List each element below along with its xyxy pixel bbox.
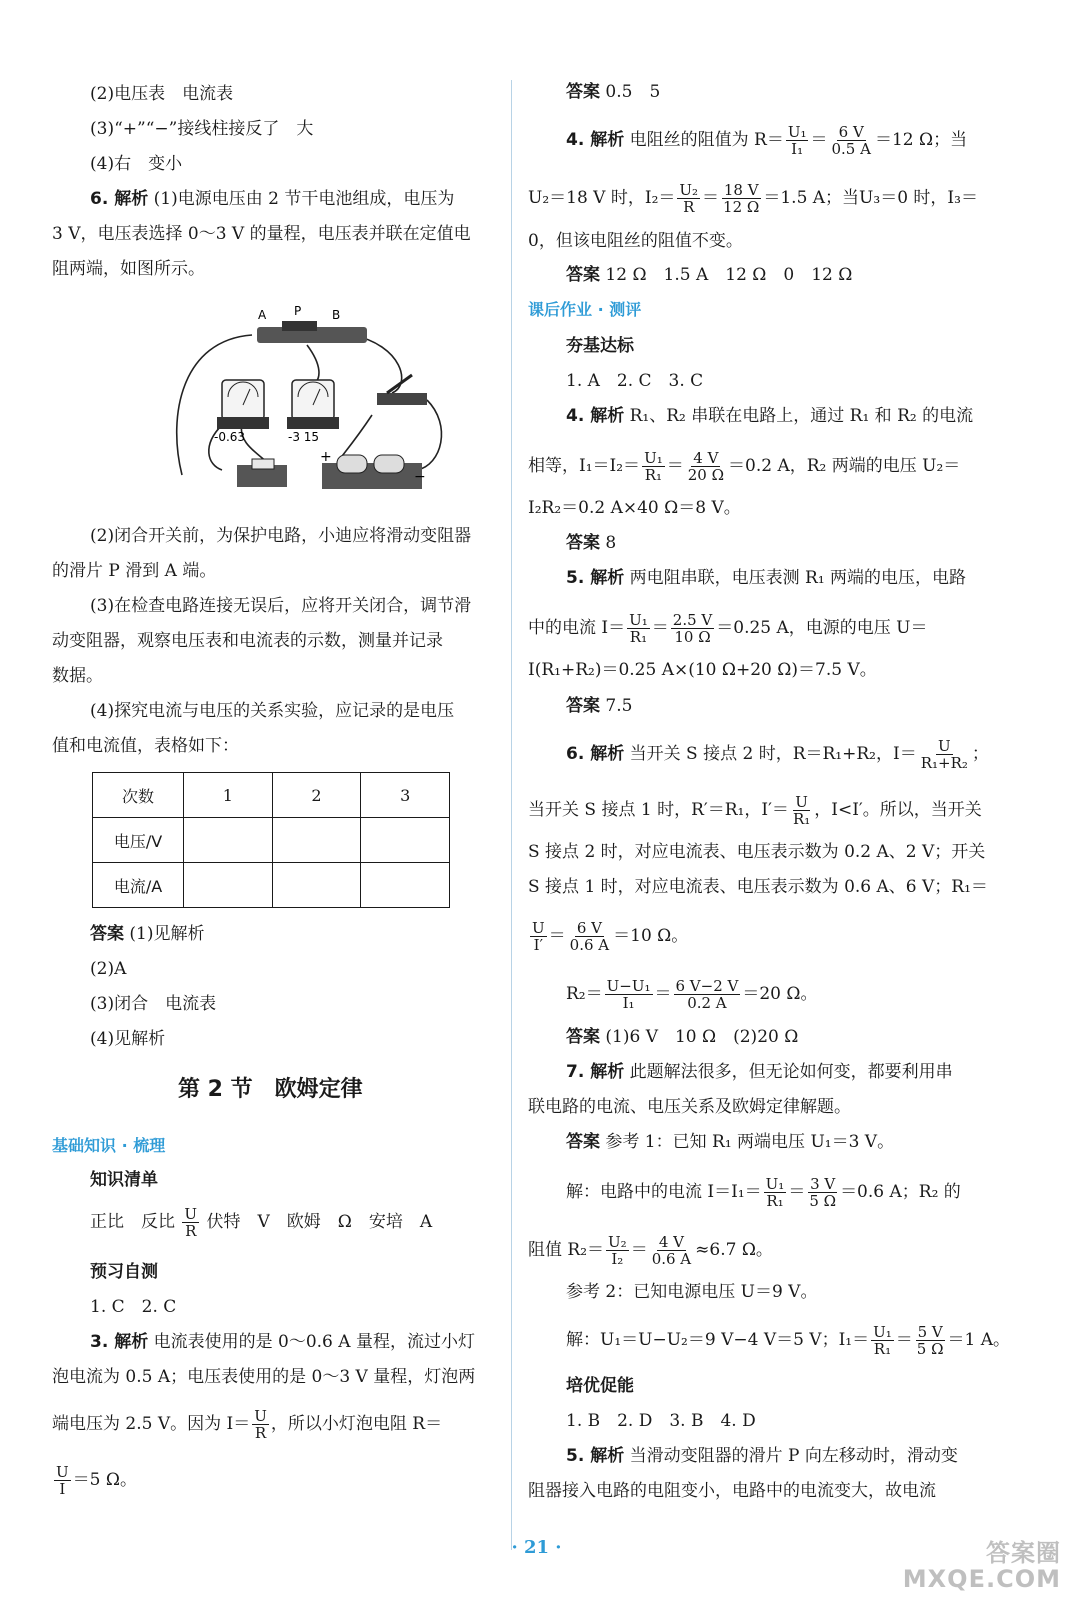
fraction bbox=[791, 794, 812, 827]
text-line: S 接点 2 时，对应电流表、电压表示数为 0.2 A、2 V；开关 bbox=[528, 842, 986, 862]
table-row bbox=[93, 863, 450, 908]
numerator: U bbox=[795, 793, 808, 811]
denominator: 5 Ω bbox=[809, 1192, 837, 1210]
watermark-line: 答案圈 bbox=[986, 1539, 1061, 1567]
answer-line bbox=[566, 263, 852, 287]
numerator: 4 V bbox=[658, 1233, 684, 1251]
analysis-label: 7. 解析 bbox=[566, 1062, 625, 1082]
text-line: 动变阻器，观察电压表和电流表的示数，测量并记录 bbox=[52, 631, 443, 651]
text: ＝ bbox=[651, 618, 669, 638]
section-heading: 基础知识 · 梳理 bbox=[52, 1136, 166, 1155]
h5-analysis bbox=[566, 566, 966, 590]
denominator: R₁ bbox=[873, 1340, 892, 1358]
text: 当开关 S 接点 2 时，R＝R₁+R₂，I＝ bbox=[624, 744, 917, 764]
watermark-line: MXQE.COM bbox=[902, 1565, 1061, 1593]
numerator: U bbox=[56, 1463, 69, 1481]
formula-line bbox=[52, 1408, 442, 1441]
text: 阻值 R₂＝ bbox=[528, 1240, 605, 1260]
fraction bbox=[605, 978, 653, 1011]
numerator: U₁ bbox=[787, 123, 807, 141]
analysis-label: 5. 解析 bbox=[566, 568, 625, 588]
denominator: R₁+R₂ bbox=[920, 754, 968, 772]
section-title: 第 2 节 欧姆定律 bbox=[178, 1077, 363, 1102]
text: ，I<I′。所以，当开关 bbox=[814, 800, 982, 820]
analysis-label: 6. 解析 bbox=[566, 744, 625, 764]
fraction bbox=[764, 1176, 787, 1209]
denominator: 0.6 A bbox=[651, 1250, 692, 1268]
table-cell: 电流/A bbox=[93, 863, 184, 908]
formula-line bbox=[528, 450, 960, 483]
text: 解：电路中的电流 I＝I₁＝ bbox=[566, 1182, 762, 1202]
numerator: U₁ bbox=[765, 1175, 785, 1193]
formula-line bbox=[528, 920, 688, 953]
numerator: U₂ bbox=[679, 181, 699, 199]
fraction bbox=[568, 920, 611, 953]
circuit-diagram bbox=[162, 305, 472, 495]
table-cell: 1 bbox=[184, 773, 273, 818]
text: ＝0.2 A，R₂ 两端的电压 U₂＝ bbox=[728, 456, 961, 476]
denominator: I₁ bbox=[791, 140, 804, 158]
subheading: 预习自测 bbox=[90, 1262, 158, 1282]
text: 中的电流 I＝ bbox=[528, 618, 626, 638]
text: 8 bbox=[600, 533, 617, 553]
text-line: I₂R₂＝0.2 A×40 Ω＝8 V。 bbox=[528, 498, 741, 518]
table-cell bbox=[272, 863, 361, 908]
denominator: R bbox=[185, 1222, 197, 1240]
text: ＝12 Ω；当 bbox=[874, 130, 968, 150]
table-cell: 次数 bbox=[93, 773, 184, 818]
formula-line bbox=[528, 1234, 773, 1267]
text: 伏特 V 欧姆 Ω 安培 A bbox=[206, 1212, 433, 1232]
formula-line bbox=[52, 1464, 137, 1497]
answer-line bbox=[566, 80, 660, 104]
table-header-row bbox=[93, 773, 450, 818]
answer-label: 答案 bbox=[566, 533, 600, 553]
answer-label: 答案 bbox=[566, 696, 600, 716]
fraction bbox=[642, 450, 665, 483]
fraction bbox=[721, 182, 761, 215]
text: ＝ bbox=[810, 130, 828, 150]
formula-line bbox=[528, 612, 928, 645]
answer-label: 答案 bbox=[566, 82, 600, 102]
numerator: 6 V bbox=[576, 919, 602, 937]
label-a: A bbox=[258, 308, 267, 322]
text-line: (2)电压表 电流表 bbox=[90, 84, 234, 104]
denominator: 0.6 A bbox=[569, 936, 610, 954]
denominator: I₂ bbox=[611, 1250, 624, 1268]
numerator: U₁ bbox=[644, 449, 663, 467]
text: R₂＝ bbox=[566, 984, 603, 1004]
text: ＝ bbox=[702, 188, 720, 208]
numerator: U−U₁ bbox=[606, 977, 651, 995]
fraction bbox=[674, 978, 741, 1011]
text: (1)6 V 10 Ω (2)20 Ω bbox=[600, 1027, 799, 1047]
text: 解：U₁＝U−U₂＝9 V−4 V＝5 V；I₁＝ bbox=[566, 1330, 870, 1350]
fraction bbox=[650, 1234, 693, 1267]
fraction bbox=[252, 1408, 269, 1441]
denominator: R₁ bbox=[792, 810, 811, 828]
text: 此题解法很多，但无论如何变，都要利用串 bbox=[624, 1062, 953, 1082]
numerator: 6 V−2 V bbox=[675, 977, 739, 995]
subheading: 知识清单 bbox=[90, 1170, 158, 1190]
fraction bbox=[915, 1324, 946, 1357]
denominator: 12 Ω bbox=[723, 198, 760, 216]
formula-line bbox=[528, 794, 982, 827]
denominator: I₁ bbox=[622, 994, 635, 1012]
denominator: 5 Ω bbox=[916, 1340, 944, 1358]
text-line: (3)“+”“−”接线柱接反了 大 bbox=[90, 119, 314, 139]
numerator: U₁ bbox=[629, 611, 648, 629]
text-line: (2)A bbox=[90, 959, 127, 979]
text: (1)见解析 bbox=[124, 924, 205, 944]
text: 端电压为 2.5 V。因为 I＝ bbox=[52, 1414, 251, 1434]
text: ＝20 Ω。 bbox=[742, 984, 818, 1004]
text: ＝ bbox=[630, 1240, 648, 1260]
formula-line bbox=[528, 182, 978, 215]
text-line: 参考 2：已知电源电压 U＝9 V。 bbox=[566, 1282, 818, 1302]
h4-analysis bbox=[566, 404, 973, 428]
text-line: (4)探究电流与电压的关系实验，应记录的是电压 bbox=[90, 701, 455, 721]
text: 参考 1：已知 R₁ 两端电压 U₁＝3 V。 bbox=[600, 1132, 895, 1152]
text: ＝ bbox=[666, 456, 684, 476]
text-line: (2)闭合开关前，为保护电路，小迪应将滑动变阻器 bbox=[90, 526, 472, 546]
text-line: 1. C 2. C bbox=[90, 1297, 177, 1317]
text: 相等，I₁＝I₂＝ bbox=[528, 456, 641, 476]
h7-analysis bbox=[566, 1060, 953, 1084]
answer-line bbox=[90, 922, 204, 946]
text: ＝1.5 A；当U₃＝0 时，I₃＝ bbox=[763, 188, 978, 208]
fraction bbox=[606, 1234, 629, 1267]
fraction bbox=[677, 182, 700, 215]
numerator: 6 V bbox=[838, 123, 864, 141]
text-line: 值和电流值，表格如下： bbox=[52, 736, 239, 756]
formula-line bbox=[566, 1324, 1010, 1357]
text: ＝ bbox=[548, 926, 566, 946]
text-line: 的滑片 P 滑到 A 端。 bbox=[52, 561, 217, 581]
answer-label: 答案 bbox=[90, 924, 124, 944]
text-line: 泡电流为 0.5 A；电压表使用的是 0～3 V 量程，灯泡两 bbox=[52, 1367, 476, 1387]
text: ＝1 A。 bbox=[947, 1330, 1011, 1350]
text-line: (4)见解析 bbox=[90, 1029, 166, 1049]
fraction bbox=[54, 1464, 71, 1497]
text-line: (4)右 变小 bbox=[90, 154, 183, 174]
text: U₂＝18 V 时，I₂＝ bbox=[528, 188, 676, 208]
text-line: 3 V，电压表选择 0～3 V 的量程，电压表并联在定值电 bbox=[52, 224, 471, 244]
text-line: S 接点 1 时，对应电流表、电压表示数为 0.6 A、6 V；R₁＝ bbox=[528, 877, 988, 897]
text: ； bbox=[971, 744, 989, 764]
table-row bbox=[93, 818, 450, 863]
text: 电流表使用的是 0～0.6 A 量程，流过小灯 bbox=[148, 1332, 475, 1352]
text: 当滑动变阻器的滑片 P 向左移动时，滑动变 bbox=[624, 1446, 958, 1466]
ammeter-label: -0.63 bbox=[214, 430, 246, 444]
text: ＝10 Ω。 bbox=[613, 926, 689, 946]
section-heading: 课后作业 · 测评 bbox=[528, 300, 642, 319]
a5-analysis bbox=[566, 1444, 958, 1468]
text: ≈6.7 Ω。 bbox=[695, 1240, 773, 1260]
analysis-label: 5. 解析 bbox=[566, 1446, 625, 1466]
label-p: P bbox=[294, 305, 302, 318]
text-line: (3)闭合 电流表 bbox=[90, 994, 217, 1014]
text: ＝0.6 A；R₂ 的 bbox=[840, 1182, 961, 1202]
fraction bbox=[671, 612, 714, 645]
table-cell: 电压/V bbox=[93, 818, 184, 863]
denominator: R bbox=[254, 1424, 267, 1442]
denominator: 0.2 A bbox=[687, 994, 727, 1012]
analysis-label: 3. 解析 bbox=[90, 1332, 149, 1352]
text: 当开关 S 接点 1 时，R′＝R₁，I′＝ bbox=[528, 800, 789, 820]
answer-label: 答案 bbox=[566, 1027, 600, 1047]
voltmeter-label: -3 15 bbox=[288, 430, 320, 444]
text: 0.5 5 bbox=[600, 82, 661, 102]
formula-line bbox=[566, 1176, 961, 1209]
text-line: I(R₁+R₂)＝0.25 A×(10 Ω+20 Ω)＝7.5 V。 bbox=[528, 660, 877, 680]
table-cell bbox=[361, 863, 450, 908]
text-line: 阻两端，如图所示。 bbox=[52, 259, 205, 279]
fraction bbox=[530, 920, 547, 953]
answer-label: 答案 bbox=[566, 1132, 600, 1152]
denominator: R bbox=[683, 198, 695, 216]
ammeter bbox=[214, 380, 269, 444]
text: 12 Ω 1.5 A 12 Ω 0 12 Ω bbox=[600, 265, 853, 285]
numerator: 18 V bbox=[723, 181, 759, 199]
battery-plus: + bbox=[320, 449, 332, 465]
formula-line bbox=[566, 738, 989, 771]
subheading: 培优促能 bbox=[566, 1376, 634, 1396]
answer-line bbox=[566, 1130, 894, 1154]
subheading: 夯基达标 bbox=[566, 336, 634, 356]
text: ，所以小灯泡电阻 R＝ bbox=[270, 1414, 443, 1434]
text: ＝ bbox=[895, 1330, 913, 1350]
text: 正比 反比 bbox=[90, 1212, 175, 1232]
q6-analysis bbox=[90, 187, 454, 211]
fraction bbox=[627, 612, 650, 645]
formula-line bbox=[566, 124, 967, 157]
fraction bbox=[871, 1324, 894, 1357]
text-line: 1. A 2. C 3. C bbox=[566, 371, 704, 391]
table-cell: 2 bbox=[272, 773, 361, 818]
denominator: 10 Ω bbox=[674, 628, 711, 646]
text-line: 数据。 bbox=[52, 666, 103, 686]
denominator: 20 Ω bbox=[687, 466, 725, 484]
table-cell bbox=[184, 863, 273, 908]
voltmeter bbox=[287, 380, 339, 444]
text: ＝ bbox=[788, 1182, 806, 1202]
numerator: U bbox=[184, 1205, 198, 1223]
analysis-label: 4. 解析 bbox=[566, 130, 625, 150]
denominator: R₁ bbox=[766, 1192, 784, 1210]
resistor bbox=[237, 459, 287, 487]
denominator: 0.5 A bbox=[831, 140, 871, 158]
text: ＝5 Ω。 bbox=[72, 1470, 137, 1490]
numerator: U bbox=[532, 919, 545, 937]
fraction bbox=[829, 124, 872, 157]
numerator: 4 V bbox=[693, 449, 719, 467]
denominator: R₁ bbox=[644, 466, 663, 484]
q3-analysis bbox=[90, 1330, 475, 1354]
fraction bbox=[686, 450, 726, 483]
battery bbox=[320, 449, 426, 489]
label-b: B bbox=[332, 308, 341, 322]
text-line: 1. B 2. D 3. B 4. D bbox=[566, 1411, 756, 1431]
analysis-label: 6. 解析 bbox=[90, 189, 149, 209]
answer-label: 答案 bbox=[566, 265, 600, 285]
numerator: U bbox=[254, 1407, 267, 1425]
denominator: R₁ bbox=[629, 628, 648, 646]
fraction bbox=[182, 1206, 199, 1239]
text: ＝0.25 A，电源的电压 U＝ bbox=[716, 618, 928, 638]
text: R₁、R₂ 串联在电路上，通过 R₁ 和 R₂ 的电流 bbox=[624, 406, 974, 426]
table-cell bbox=[184, 818, 273, 863]
data-table bbox=[92, 772, 450, 908]
analysis-label: 4. 解析 bbox=[566, 406, 625, 426]
table-cell bbox=[361, 818, 450, 863]
numerator: U₁ bbox=[873, 1323, 892, 1341]
text: 7.5 bbox=[600, 696, 633, 716]
knowledge-line bbox=[90, 1206, 432, 1239]
numerator: 3 V bbox=[810, 1175, 836, 1193]
fraction bbox=[786, 124, 809, 157]
watermark bbox=[903, 1540, 1061, 1592]
text-line: 0，但该电阻丝的阻值不变。 bbox=[528, 231, 743, 251]
battery-minus: − bbox=[414, 469, 426, 485]
numerator: U₂ bbox=[608, 1233, 627, 1251]
text: 两电阻串联，电压表测 R₁ 两端的电压，电路 bbox=[624, 568, 967, 588]
fraction bbox=[919, 738, 970, 771]
denominator: I′ bbox=[533, 936, 543, 954]
answer-line bbox=[566, 1025, 798, 1049]
numerator: U bbox=[937, 737, 951, 755]
numerator: 5 V bbox=[917, 1323, 943, 1341]
text: 电阻丝的阻值为 R＝ bbox=[624, 130, 784, 150]
text-line: 阻器接入电路的电阻变小，电路中的电流变大，故电流 bbox=[528, 1481, 936, 1501]
fraction bbox=[807, 1176, 838, 1209]
text: ＝ bbox=[654, 984, 672, 1004]
denominator: I bbox=[59, 1480, 66, 1498]
text: (1)电源电压由 2 节干电池组成，电压为 bbox=[148, 189, 455, 209]
page-number: · 21 · bbox=[511, 1537, 562, 1558]
text-line: (3)在检查电路连接无误后，应将开关闭合，调节滑 bbox=[90, 596, 472, 616]
text-line: 联电路的电流、电压关系及欧姆定律解题。 bbox=[528, 1097, 851, 1117]
table-cell bbox=[272, 818, 361, 863]
formula-line bbox=[566, 978, 818, 1011]
column-divider bbox=[511, 80, 512, 1550]
answer-line bbox=[566, 694, 632, 718]
table-cell: 3 bbox=[361, 773, 450, 818]
numerator: 2.5 V bbox=[672, 611, 713, 629]
answer-line bbox=[566, 531, 616, 555]
